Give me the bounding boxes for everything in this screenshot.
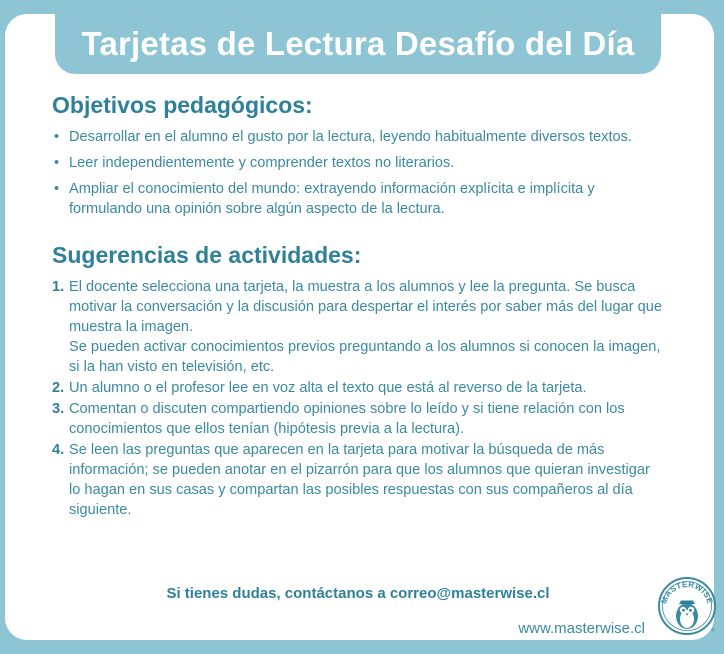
activity-number: 4.: [52, 442, 65, 458]
activity-number: 1.: [52, 279, 65, 295]
logo-text: MASTERWISE: [659, 579, 715, 605]
registered-mark: ®: [711, 628, 715, 634]
objective-item: • Desarrollar en el alumno el gusto por la lectura, leyendo habitualmente diversos textos.: [52, 127, 662, 147]
objectives-list: [52, 127, 662, 219]
activity-item: [52, 277, 662, 377]
activity-extra-text: Se pueden activar conocimientos previos preguntando a los alumnos si conocen la imagen, si la han visto en televisión, etc.: [69, 339, 661, 375]
objective-item: • Leer independientemente y comprender textos no literarios.: [52, 153, 662, 173]
activity-item: [52, 378, 662, 398]
activity-number: 3.: [52, 401, 65, 417]
activities-list: [52, 277, 662, 520]
objectives-heading: Objetivos pedagógicos:: [52, 92, 313, 118]
activity-text: Un alumno o el profesor lee en voz alta el texto que está al reverso de la tarjeta.: [69, 380, 587, 396]
objective-item: • Ampliar el conocimiento del mundo: extrayendo información explícita e implícita y formulando una opinión sobre algún aspecto de la lectura.: [52, 179, 662, 219]
website-link[interactable]: www.masterwise.cl: [518, 620, 645, 637]
activity-text: Comentan o discuten compartiendo opiniones sobre lo leído y si tiene relación con los conocimientos que ellos tenían (hipótesis previa a la lectura).: [69, 401, 625, 437]
activity-item: [52, 399, 662, 439]
content: [52, 92, 662, 521]
activity-text: El docente selecciona una tarjeta, la muestra a los alumnos y lee la pregunta. Se busca motivar la conversación y la discusión para despertar el interés por saber más del lugar que muestra la imagen.: [69, 279, 662, 335]
activity-text: Se leen las preguntas que aparecen en la tarjeta para motivar la búsqueda de más información; se pueden anotar en el pizarrón para que los alumnos que quieran investigar lo hagan en sus casas y compartan las posibles respuestas con sus compañeros al día siguiente.: [69, 442, 650, 518]
contact-line: Si tienes dudas, contáctanos a correo@masterwise.cl: [166, 585, 550, 602]
page-title: Tarjetas de Lectura Desafío del Día: [81, 25, 635, 62]
masterwise-logo-icon: [657, 576, 717, 636]
activity-number: 2.: [52, 380, 65, 396]
title-banner: [55, 14, 661, 74]
activities-heading: Sugerencias de actividades:: [52, 242, 362, 268]
activity-item: [52, 440, 662, 520]
